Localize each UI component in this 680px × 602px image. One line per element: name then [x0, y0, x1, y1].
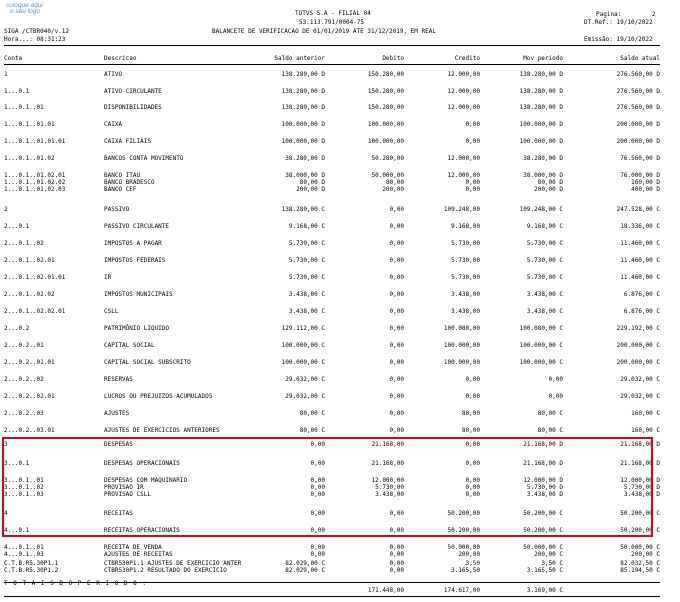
cell-credito: 0,00	[465, 460, 480, 467]
company-logo	[6, 3, 52, 13]
cell-debito: 0,00	[389, 206, 404, 213]
cell-mov-periodo: 138.280,00 D	[519, 104, 563, 111]
cell-conta: 2...0.2..03	[4, 410, 44, 417]
cell-debito: 0,00	[389, 510, 404, 517]
reference-date: DT.Ref.: 19/10/2022	[584, 19, 653, 26]
program-id: SIGA /CTBR040/v.12	[4, 28, 70, 35]
cell-conta: 1...0.1	[4, 88, 30, 95]
cell-saldo-atual: 18.336,00 C	[620, 223, 660, 230]
cell-debito: 0,00	[389, 223, 404, 230]
cell-saldo-atual: 200,00 C	[631, 551, 660, 558]
table-row	[4, 567, 664, 575]
table-row	[4, 155, 664, 163]
cell-descricao: ATIVO CIRCULANTE	[104, 88, 162, 95]
total-credito: 174.617,00	[443, 587, 480, 594]
table-row	[4, 393, 664, 401]
cell-conta: 1...0.1..01.02.03	[4, 186, 66, 193]
cell-conta: 1...0.1..01.02.02	[4, 179, 66, 186]
col-header-conta: Conta	[4, 55, 23, 62]
table-row	[4, 274, 664, 282]
total-mov-periodo: 3.169,00 C	[526, 587, 563, 594]
cell-saldo-atual: 229.192,00 C	[616, 325, 660, 332]
cell-debito: 0,00	[389, 393, 404, 400]
table-row	[4, 121, 664, 129]
cell-saldo-anterior: 80,00 C	[299, 410, 325, 417]
cell-saldo-atual: 3.438,00 D	[623, 491, 660, 498]
cell-mov-periodo: 200,00 C	[534, 551, 563, 558]
cell-credito: 50.000,00	[447, 544, 480, 551]
cell-descricao: IMPOSTOS FEDERAIS	[104, 257, 166, 264]
cell-mov-periodo: 9.168,00 C	[526, 223, 563, 230]
cell-saldo-atual: 276.560,00 D	[616, 71, 660, 78]
cell-saldo-atual: 200.000,00 D	[616, 138, 660, 145]
cell-saldo-anterior: 5.730,00 C	[288, 274, 325, 281]
cell-debito: 200,00	[382, 186, 404, 193]
cell-mov-periodo: 21.168,00 D	[523, 441, 563, 448]
cell-conta: 2...0.1..02.02	[4, 291, 55, 298]
cell-saldo-anterior: 129.112,00 C	[281, 325, 325, 332]
page-label: Pagina:	[596, 11, 622, 18]
cell-conta: 1...0.1..01.02.01	[4, 172, 66, 179]
cell-conta: 2...0.1..02	[4, 240, 44, 247]
cell-credito: 5.730,00	[451, 274, 480, 281]
header-rule-top	[4, 45, 660, 46]
cell-saldo-atual: 160,00 C	[631, 427, 660, 434]
cell-credito: 12.000,00	[447, 71, 480, 78]
page-number: 2	[652, 11, 656, 18]
cell-conta: 1...0.1..01	[4, 104, 44, 111]
cell-mov-periodo: 80,00 D	[537, 179, 563, 186]
col-header-saldo-atual: Saldo atual	[620, 55, 660, 62]
cell-saldo-atual: 21.168,00 D	[620, 441, 660, 448]
cell-debito: 150.280,00	[367, 71, 404, 78]
header-rule-bottom	[4, 64, 660, 65]
company-name: TOTVS S.A - FILIAL 04	[295, 10, 371, 17]
cell-descricao: IMPOSTOS MUNICIPAIS	[104, 291, 173, 298]
cell-saldo-atual: 5.730,00 D	[623, 484, 660, 491]
cell-mov-periodo: 38.000,00 D	[523, 172, 563, 179]
cell-descricao: LUCROS OU PREJUIZOS ACUMULADOS	[104, 393, 213, 400]
cell-debito: 100.000,00	[367, 138, 404, 145]
col-header-debito: Debito	[382, 55, 404, 62]
cell-descricao: CTBR530P1.2 RESULTADO DO EXERCICIO	[104, 567, 227, 574]
cell-debito: 0,00	[389, 257, 404, 264]
cell-saldo-atual: 11.460,00 C	[620, 240, 660, 247]
cell-credito: 3.438,00	[451, 308, 480, 315]
cell-saldo-atual: 29.032,00 C	[620, 376, 660, 383]
cell-conta: 2...0.1..02.02.01	[4, 308, 66, 315]
cell-conta: 2...0.2..01	[4, 342, 44, 349]
cell-saldo-anterior: 3.438,00 C	[288, 291, 325, 298]
cell-saldo-anterior: 38.280,00 D	[285, 155, 325, 162]
cell-saldo-anterior: 80,00 D	[299, 179, 325, 186]
cell-saldo-atual: 76.000,00 D	[620, 172, 660, 179]
cell-credito: 0,00	[465, 441, 480, 448]
cell-credito: 80,00	[461, 427, 480, 434]
table-row	[4, 88, 664, 96]
cell-descricao: PROVISAO IR	[104, 484, 144, 491]
cell-mov-periodo: 3.438,00 C	[526, 291, 563, 298]
cell-saldo-anterior: 29.032,00 C	[285, 393, 325, 400]
cell-credito: 5.730,00	[451, 240, 480, 247]
report-title: BALANCETE DE VERIFICACAO DE 01/01/2019 ATE 31/12/2019, EM REAL	[212, 28, 436, 35]
cell-mov-periodo: 5.730,00 C	[526, 257, 563, 264]
cell-saldo-atual: 76.560,00 D	[620, 155, 660, 162]
emission-date: Emissão: 19/10/2022	[584, 36, 653, 43]
cell-saldo-atual: 6.876,00 C	[623, 308, 660, 315]
cell-credito: 0,00	[465, 179, 480, 186]
table-row	[4, 376, 664, 384]
cell-saldo-anterior: 82.029,00 C	[285, 567, 325, 574]
cell-conta: 2...0.1	[4, 223, 30, 230]
cell-mov-periodo: 138.280,00 D	[519, 71, 563, 78]
cell-saldo-anterior: 0,00	[310, 510, 325, 517]
cell-mov-periodo: 80,00 C	[537, 427, 563, 434]
cell-conta: 1	[4, 71, 8, 78]
cell-debito: 0,00	[389, 291, 404, 298]
cell-saldo-anterior: 29.032,00 C	[285, 376, 325, 383]
cell-debito: 12.000,00	[371, 477, 404, 484]
cell-saldo-atual: 82.032,50 C	[620, 560, 660, 567]
cell-credito: 100.000,00	[443, 359, 480, 366]
cell-saldo-atual: 29.032,00 C	[620, 393, 660, 400]
cell-descricao: DISPONIBILIDADES	[104, 104, 162, 111]
cell-saldo-atual: 160,00 C	[631, 410, 660, 417]
cell-debito: 80,00	[385, 179, 404, 186]
cell-conta: 2...0.2..01.01	[4, 359, 55, 366]
cell-conta: 4	[4, 510, 8, 517]
cell-conta: 3...0.1	[4, 460, 30, 467]
cell-saldo-anterior: 5.730,00 C	[288, 240, 325, 247]
cell-credito: 109.248,00	[443, 206, 480, 213]
cell-descricao: PASSIVO CIRCULANTE	[104, 223, 170, 230]
cell-credito: 12.000,00	[447, 172, 480, 179]
cell-debito: 3.438,00	[375, 491, 404, 498]
cell-descricao: BANCO CEF	[104, 186, 137, 193]
cell-mov-periodo: 5.730,00 D	[526, 484, 563, 491]
cell-conta: 4...0.1	[4, 527, 30, 534]
cell-conta: 3...0.1..01	[4, 477, 44, 484]
cell-descricao: CSLL	[104, 308, 119, 315]
column-header-row	[4, 55, 664, 63]
cell-credito: 200,00	[458, 551, 480, 558]
cell-conta: 2...0.2..02	[4, 376, 44, 383]
cell-saldo-atual: 276.560,00 D	[616, 104, 660, 111]
cell-saldo-atual: 247.528,00 C	[616, 206, 660, 213]
cell-mov-periodo: 50.200,00 C	[523, 510, 563, 517]
table-row	[4, 71, 664, 79]
cell-debito: 0,00	[389, 567, 404, 574]
cell-saldo-anterior: 0,00	[310, 491, 325, 498]
cell-mov-periodo: 100.000,00 D	[519, 121, 563, 128]
cell-debito: 0,00	[389, 560, 404, 567]
cell-conta: 2...0.2..03.01	[4, 427, 55, 434]
cell-credito: 0,00	[465, 376, 480, 383]
cell-saldo-anterior: 0,00	[310, 460, 325, 467]
cell-conta: 2...0.2	[4, 325, 30, 332]
cell-descricao: CAPITAL SOCIAL SUBSCRITO	[104, 359, 191, 366]
cell-descricao: PROVISAO CSLL	[104, 491, 151, 498]
cell-debito: 0,00	[389, 359, 404, 366]
table-row	[4, 138, 664, 146]
cell-mov-periodo: 0,00	[548, 376, 563, 383]
cell-saldo-atual: 276.560,00 D	[616, 88, 660, 95]
cell-credito: 0,00	[465, 121, 480, 128]
cell-saldo-anterior: 0,00	[310, 477, 325, 484]
cell-debito: 50.000,00	[371, 172, 404, 179]
cell-saldo-anterior: 138.280,00 C	[281, 206, 325, 213]
cell-descricao: ATIVO	[104, 71, 123, 78]
cell-saldo-anterior: 82.029,00 C	[285, 560, 325, 567]
cell-saldo-anterior: 100.000,00 C	[281, 342, 325, 349]
table-row	[4, 104, 664, 112]
cell-saldo-atual: 400,00 D	[631, 186, 660, 193]
cell-descricao: RECEITAS	[104, 510, 133, 517]
cell-mov-periodo: 50.200,00 C	[523, 527, 563, 534]
total-debito: 171.448,00	[367, 587, 404, 594]
cell-credito: 0,00	[465, 186, 480, 193]
cell-saldo-anterior: 0,00	[310, 484, 325, 491]
cell-credito: 12.000,00	[447, 88, 480, 95]
cell-saldo-anterior: 0,00	[310, 544, 325, 551]
cell-descricao: CTBR530P1.1 AJUSTES DE EXERCICIO ANTER	[104, 560, 242, 567]
cell-saldo-anterior: 80,00 C	[299, 427, 325, 434]
table-row	[4, 223, 664, 231]
cell-descricao: RESERVAS	[104, 376, 133, 383]
cell-mov-periodo: 21.168,00 D	[523, 460, 563, 467]
cell-descricao: RECEITAS OPERACIONAIS	[104, 527, 180, 534]
cell-mov-periodo: 109.248,00 C	[519, 206, 563, 213]
cell-credito: 3.165,50	[451, 567, 480, 574]
cell-conta: 3...0.1..02	[4, 484, 44, 491]
cell-mov-periodo: 0,00	[548, 393, 563, 400]
cell-mov-periodo: 50.000,00 C	[523, 544, 563, 551]
cell-debito: 21.168,00	[371, 460, 404, 467]
cell-debito: 0,00	[389, 240, 404, 247]
report-time: Hora...: 08:31:23	[4, 36, 66, 43]
cell-conta: 2...0.2..02.01	[4, 393, 55, 400]
cell-saldo-atual: 160,00 D	[631, 179, 660, 186]
cell-descricao: RECEITA DE VENDA	[104, 544, 162, 551]
cell-mov-periodo: 100.000,00 C	[519, 342, 563, 349]
cell-descricao: PASSIVO	[104, 206, 130, 213]
cell-saldo-atual: 200.000,00 D	[616, 121, 660, 128]
totals-label: T O T A I S D O P E R I O D O :	[4, 580, 147, 587]
cell-saldo-anterior: 38.000,00 D	[285, 172, 325, 179]
cell-saldo-anterior: 138.280,00 D	[281, 88, 325, 95]
cell-mov-periodo: 138.280,00 D	[519, 88, 563, 95]
cell-debito: 0,00	[389, 342, 404, 349]
col-header-credito: Credito	[454, 55, 480, 62]
cell-debito: 21.168,00	[371, 441, 404, 448]
cell-descricao: AJUSTES DE EXERCICIOS ANTERIORES	[104, 427, 220, 434]
cell-conta: 2	[4, 206, 8, 213]
cell-descricao: IR	[104, 274, 112, 281]
cell-descricao: CAPITAL SOCIAL	[104, 342, 155, 349]
table-row	[4, 427, 664, 435]
cell-credito: 12.000,00	[447, 104, 480, 111]
cell-saldo-anterior: 0,00	[310, 527, 325, 534]
cell-saldo-atual: 6.876,00 C	[623, 291, 660, 298]
cell-conta: 4...0.1..01	[4, 544, 44, 551]
cell-conta: 4...0.1..03	[4, 551, 44, 558]
cell-saldo-atual: 50.000,00 C	[620, 544, 660, 551]
cell-mov-periodo: 3.165,50 C	[526, 567, 563, 574]
cell-credito: 0,00	[465, 393, 480, 400]
cell-debito: 0,00	[389, 527, 404, 534]
cell-descricao: AJUSTES DE RECEITAS	[104, 551, 173, 558]
cell-debito: 0,00	[389, 308, 404, 315]
cell-debito: 0,00	[389, 410, 404, 417]
cell-mov-periodo: 12.000,00 D	[523, 477, 563, 484]
cell-conta: 3...0.1..03	[4, 491, 44, 498]
cell-saldo-atual: 50.200,00 C	[620, 527, 660, 534]
cell-credito: 0,00	[465, 138, 480, 145]
cell-conta: 2...0.1..02.01	[4, 257, 55, 264]
cell-saldo-anterior: 0,00	[310, 441, 325, 448]
col-header-descricao: Descricao	[104, 55, 137, 62]
highlight-box	[2, 437, 653, 537]
cell-saldo-anterior: 138.280,00 D	[281, 71, 325, 78]
cell-credito: 9.168,00	[451, 223, 480, 230]
cell-descricao: IMPOSTOS A PAGAR	[104, 240, 162, 247]
cell-mov-periodo: 100.080,00 C	[519, 325, 563, 332]
cell-debito: 100.000,00	[367, 121, 404, 128]
cell-mov-periodo: 5.730,00 C	[526, 274, 563, 281]
cell-credito: 12.000,00	[447, 155, 480, 162]
table-row	[4, 240, 664, 248]
cell-mov-periodo: 3.438,00 D	[526, 491, 563, 498]
cell-descricao: CAIXA FILIAIS	[104, 138, 151, 145]
cell-credito: 0,00	[465, 484, 480, 491]
cell-saldo-anterior: 5.730,00 C	[288, 257, 325, 264]
totals-rule-bottom	[4, 596, 660, 597]
cell-saldo-anterior: 200,00 D	[296, 186, 325, 193]
cell-saldo-anterior: 0,00	[310, 551, 325, 558]
cell-credito: 3.438,00	[451, 291, 480, 298]
cell-debito: 50.280,00	[371, 155, 404, 162]
cell-debito: 0,00	[389, 427, 404, 434]
cell-saldo-atual: 11.460,00 C	[620, 257, 660, 264]
cell-conta: 2...0.1..02.01.01	[4, 274, 66, 281]
cell-credito: 3,50	[465, 560, 480, 567]
cell-saldo-atual: 200.000,00 C	[616, 342, 660, 349]
cell-credito: 50.200,00	[447, 527, 480, 534]
col-header-mov-periodo: Mov periodo	[523, 55, 563, 62]
table-row	[4, 186, 664, 194]
cell-descricao: BANCO ITAU	[104, 172, 141, 179]
cell-credito: 100.080,00	[443, 325, 480, 332]
company-cnpj: 53.113.791/0004-75	[299, 19, 365, 26]
cell-debito: 150.280,00	[367, 104, 404, 111]
cell-saldo-atual: 11.460,00 C	[620, 274, 660, 281]
col-header-saldo-anterior: Saldo anterior	[274, 55, 325, 62]
cell-descricao: BANCOS CONTA MOVIMENTO	[104, 155, 184, 162]
cell-descricao: DESPESAS COM MAQUINARIO	[104, 477, 188, 484]
cell-saldo-anterior: 100.000,00 D	[281, 138, 325, 145]
table-row	[4, 291, 664, 299]
table-row	[4, 410, 664, 418]
cell-saldo-anterior: 138.280,00 D	[281, 104, 325, 111]
cell-conta: 1...0.1..01.02	[4, 155, 55, 162]
cell-mov-periodo: 3.438,00 C	[526, 308, 563, 315]
cell-saldo-atual: 50.200,00 C	[620, 510, 660, 517]
cell-saldo-atual: 200.000,00 C	[616, 359, 660, 366]
cell-conta: C.T.B.R5.30P1.2	[4, 567, 59, 574]
cell-saldo-anterior: 3.438,00 C	[288, 308, 325, 315]
cell-credito: 50.200,00	[447, 510, 480, 517]
table-row	[4, 257, 664, 265]
cell-descricao: AJUSTES	[104, 410, 130, 417]
table-row	[4, 359, 664, 367]
cell-debito: 0,00	[389, 325, 404, 332]
logo-line-2: o seu logo	[10, 7, 40, 15]
cell-descricao: CAIXA	[104, 121, 123, 128]
cell-mov-periodo: 3,50 C	[541, 560, 563, 567]
cell-saldo-anterior: 100.000,00 C	[281, 359, 325, 366]
cell-credito: 0,00	[465, 491, 480, 498]
cell-debito: 0,00	[389, 551, 404, 558]
table-row	[4, 342, 664, 350]
cell-mov-periodo: 100.000,00 C	[519, 359, 563, 366]
cell-debito: 0,00	[389, 544, 404, 551]
cell-saldo-atual: 12.000,00 D	[620, 477, 660, 484]
cell-mov-periodo: 5.730,00 C	[526, 240, 563, 247]
cell-descricao: PATRIMÔNIO LIQUIDO	[104, 325, 170, 332]
cell-mov-periodo: 80,00 C	[537, 410, 563, 417]
cell-mov-periodo: 200,00 D	[534, 186, 563, 193]
table-row	[4, 325, 664, 333]
cell-debito: 0,00	[389, 274, 404, 281]
cell-conta: 1...0.1..01.01.01	[4, 138, 66, 145]
cell-mov-periodo: 38.280,00 D	[523, 155, 563, 162]
cell-debito: 0,00	[389, 376, 404, 383]
cell-credito: 0,00	[465, 477, 480, 484]
cell-saldo-anterior: 100.000,00 D	[281, 121, 325, 128]
totals-values-row	[4, 587, 664, 595]
cell-conta: 3	[4, 441, 8, 448]
cell-credito: 5.730,00	[451, 257, 480, 264]
cell-debito: 150.280,00	[367, 88, 404, 95]
cell-credito: 100.000,00	[443, 342, 480, 349]
cell-credito: 80,00	[461, 410, 480, 417]
cell-conta: C.T.B.R5.30P1.1	[4, 560, 59, 567]
table-row	[4, 551, 664, 559]
cell-descricao: DESPESAS OPERACIONAIS	[104, 460, 180, 467]
cell-saldo-atual: 85.194,50 C	[620, 567, 660, 574]
cell-debito: 5.730,00	[375, 484, 404, 491]
table-row	[4, 206, 664, 214]
cell-saldo-anterior: 9.168,00 C	[288, 223, 325, 230]
cell-descricao: BANCO BRADESCO	[104, 179, 155, 186]
cell-descricao: DESPESAS	[104, 441, 133, 448]
cell-conta: 1...0.1..01.01	[4, 121, 55, 128]
cell-saldo-atual: 21.168,00 D	[620, 460, 660, 467]
table-row	[4, 308, 664, 316]
logo-line-1: coloque aqui	[6, 2, 43, 9]
cell-mov-periodo: 100.000,00 D	[519, 138, 563, 145]
